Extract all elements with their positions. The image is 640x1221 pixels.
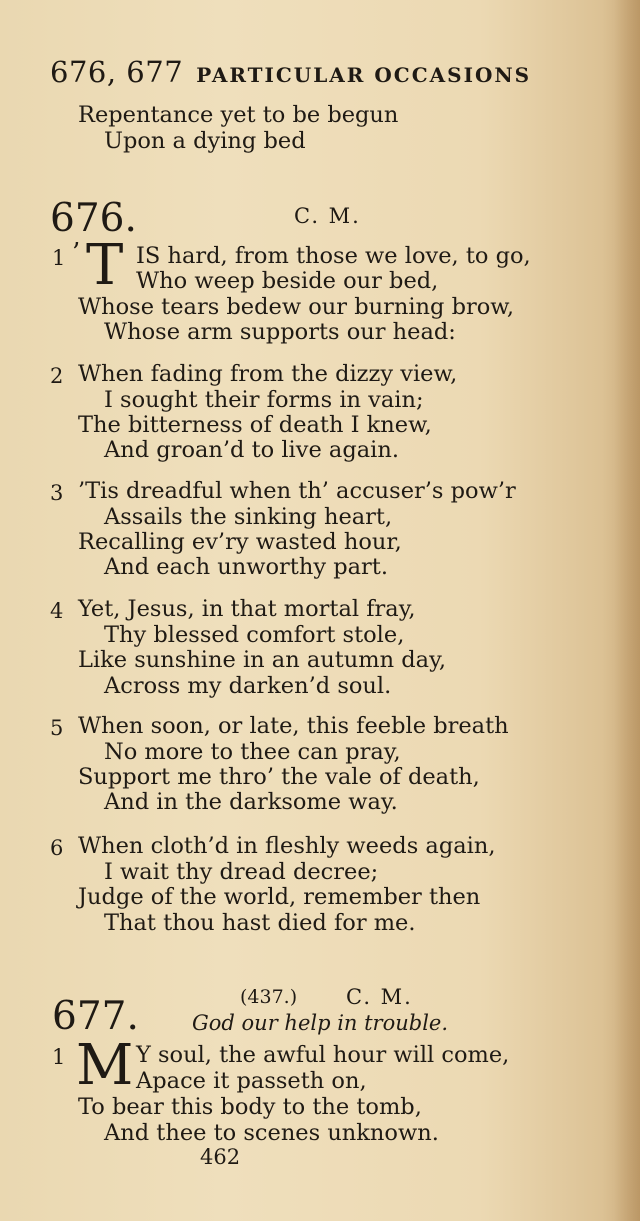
verse-line: And in the darksome way.: [104, 789, 398, 815]
verse-line: The bitterness of death I knew,: [78, 412, 432, 438]
verse-number: 2: [50, 364, 64, 388]
verse-number: 5: [50, 716, 64, 740]
verse-number: 1: [52, 1045, 66, 1069]
verse-number: 1: [52, 246, 66, 270]
verse-line: Whose tears bedew our burning brow,: [78, 294, 515, 320]
hymn-677-meter: C. M.: [346, 985, 413, 1009]
verse-line: Y soul, the awful hour will come,: [136, 1042, 510, 1068]
carryover-line-1: Repentance yet to be begun: [78, 102, 399, 128]
verse-line: When soon, or late, this feeble breath: [78, 713, 509, 739]
dropcap-letter: M: [76, 1033, 134, 1098]
verse-line: Apace it passeth on,: [136, 1068, 367, 1094]
verse-number: 3: [50, 481, 64, 505]
verse-line: Assails the sinking heart,: [104, 504, 393, 530]
verse-line: I sought their forms in vain;: [104, 387, 424, 413]
verse-line: Across my darken’d soul.: [104, 673, 392, 699]
verse-line: And thee to scenes unknown.: [104, 1120, 439, 1146]
verse-line: When cloth’d in fleshly weeds again,: [78, 833, 496, 859]
hymn-676-meter: C. M.: [294, 204, 361, 228]
verse-line: Yet, Jesus, in that mortal fray,: [78, 596, 416, 622]
hymn-677-reference: (437.): [240, 986, 298, 1008]
page-number: 462: [200, 1145, 241, 1169]
verse-line: And each unworthy part.: [104, 554, 388, 580]
dropcap-letter: T: [86, 233, 124, 298]
page-edge-shadow: [614, 0, 640, 1221]
verse-line: When fading from the dizzy view,: [78, 361, 458, 387]
hymn-677-subtitle: God our help in trouble.: [192, 1011, 449, 1035]
verse-line: Like sunshine in an autumn day,: [78, 647, 446, 673]
verse-line: That thou hast died for me.: [104, 910, 416, 936]
hymn-677-number: 677.: [52, 994, 139, 1039]
verse-number: 6: [50, 836, 64, 860]
running-head-numbers: 676, 677: [50, 55, 184, 89]
verse-line: IS hard, from those we love, to go,: [136, 243, 531, 269]
verse-line: Support me thro’ the vale of death,: [78, 764, 480, 790]
verse-line: No more to thee can pray,: [104, 739, 401, 765]
verse-line: Whose arm supports our head:: [104, 319, 456, 345]
verse-line: Judge of the world, remember then: [78, 884, 481, 910]
running-head-title: PARTICULAR OCCASIONS: [196, 63, 532, 87]
verse-line: Recalling ev’ry wasted hour,: [78, 529, 402, 555]
verse-line: Who weep beside our bed,: [136, 268, 439, 294]
verse-line: Thy blessed comfort stole,: [104, 622, 405, 648]
carryover-line-2: Upon a dying bed: [104, 128, 306, 154]
dropcap-apostrophe: ’: [72, 238, 81, 268]
verse-line: And groan’d to live again.: [104, 437, 399, 463]
running-head: [50, 55, 531, 89]
verse-number: 4: [50, 599, 64, 623]
hymn-676-number: 676.: [50, 196, 137, 241]
verse-line: To bear this body to the tomb,: [78, 1094, 422, 1120]
verse-line: I wait thy dread decree;: [104, 859, 379, 885]
verse-line: ’Tis dreadful when th’ accuser’s pow’r: [78, 478, 516, 504]
